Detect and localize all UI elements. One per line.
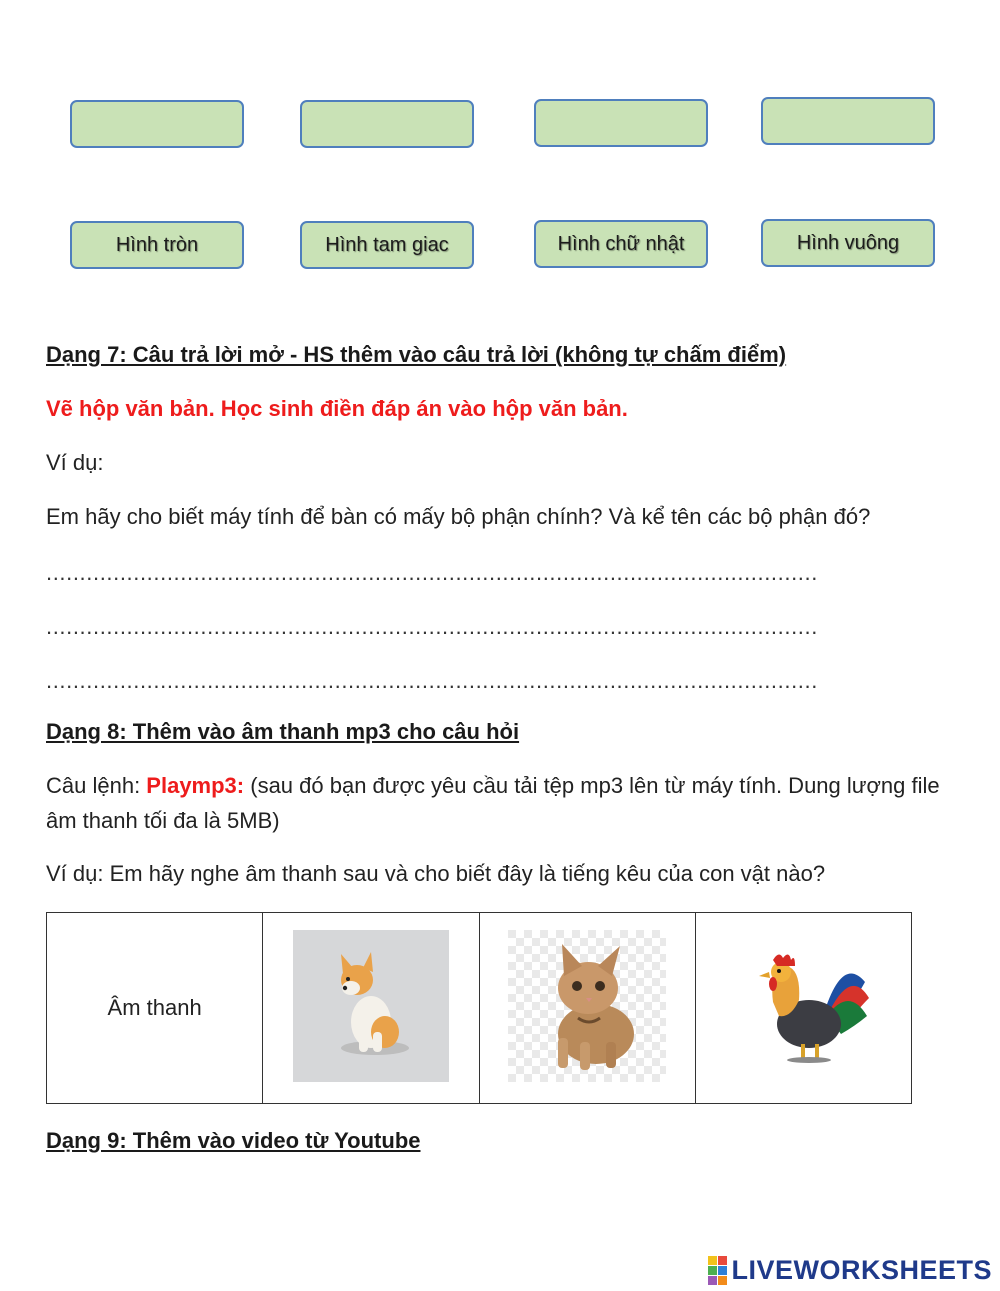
- section7-heading: Dạng 7: Câu trả lời mở - HS thêm vào câu trả lời (không tự chấm điểm): [46, 342, 787, 367]
- sound-cell[interactable]: Âm thanh: [47, 913, 263, 1104]
- drop-target-box-4[interactable]: [761, 97, 935, 145]
- drop-target-box-2[interactable]: [300, 100, 474, 148]
- cat-image: [508, 930, 666, 1082]
- drop-target-box-1[interactable]: [70, 100, 244, 148]
- logo-text: LIVEWORKSHEETS: [731, 1254, 992, 1285]
- cat-cell[interactable]: [479, 913, 695, 1104]
- logo-mark-icon: [708, 1256, 727, 1285]
- sound-table: [46, 912, 912, 1104]
- section7-question: Em hãy cho biết máy tính để bàn có mấy bộ phận chính? Và kể tên các bộ phận đó?: [46, 504, 871, 529]
- drop-target-box-3[interactable]: [534, 99, 708, 147]
- dog-cell[interactable]: [263, 913, 479, 1104]
- section7-instruction: Vẽ hộp văn bản. Học sinh điền đáp án vào hộp văn bản.: [46, 396, 628, 421]
- shape-label-square[interactable]: Hình vuông: [761, 219, 935, 267]
- liveworksheets-logo: [708, 1253, 992, 1287]
- dog-image: [293, 930, 449, 1082]
- command-name: Playmp3:: [146, 773, 245, 798]
- shape-label-circle[interactable]: Hình tròn: [70, 221, 244, 269]
- shape-label-triangle[interactable]: Hình tam giac: [300, 221, 474, 269]
- rooster-image: [733, 946, 873, 1066]
- answer-line-1: ...................................................................................................................: [46, 560, 818, 585]
- section8-heading: Dạng 8: Thêm vào âm thanh mp3 cho câu hỏi: [46, 719, 520, 744]
- answer-line-2: ...................................................................................................................: [46, 614, 818, 639]
- rooster-cell[interactable]: [695, 913, 911, 1104]
- command-prefix: Câu lệnh:: [46, 773, 147, 798]
- answer-line-3: ...................................................................................................................: [46, 668, 818, 693]
- section8-example: Ví dụ: Em hãy nghe âm thanh sau và cho biết đây là tiếng kêu của con vật nào?: [46, 861, 826, 886]
- command-note: (sau đó bạn được yêu cầu tải tệp mp3 lên từ máy tính. Dung lượng file âm thanh tối đa là 5MB): [46, 773, 940, 833]
- section7-example-label: Ví dụ:: [46, 450, 104, 475]
- shape-label-rectangle[interactable]: Hình chữ nhật: [534, 220, 708, 268]
- section9-heading: Dạng 9: Thêm vào video từ Youtube: [46, 1128, 421, 1153]
- section8-command: [46, 768, 966, 838]
